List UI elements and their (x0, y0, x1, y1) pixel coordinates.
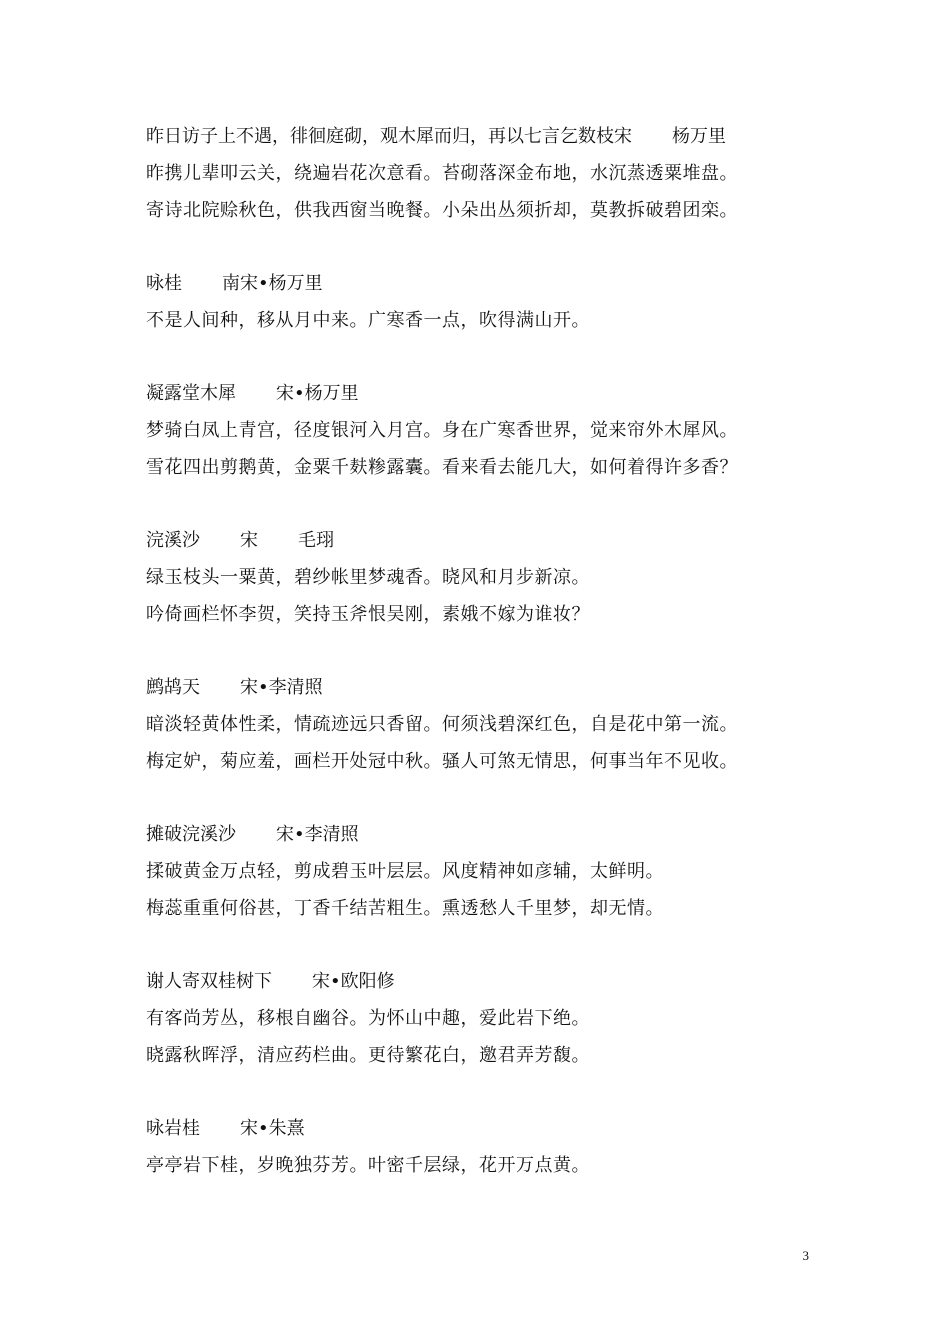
poem (146, 375, 866, 486)
poem-author: 毛珝 (298, 530, 334, 551)
poem-line: 不是人间种，移从月中来。广寒香一点，吹得满山开。 (146, 310, 590, 331)
poem-heading (146, 1110, 866, 1147)
poem-title: 谢人寄双桂树下 (146, 971, 272, 992)
poem (146, 963, 866, 1074)
poem-collection (146, 118, 866, 1220)
poem-heading (146, 816, 866, 853)
poem-title: 摊破浣溪沙 (146, 824, 236, 845)
poem-line: 亭亭岩下桂，岁晚独芬芳。叶密千层绿，花开万点黄。 (146, 1155, 590, 1176)
poem-author: 宋•朱熹 (240, 1118, 305, 1139)
poem (146, 522, 866, 633)
poem-heading (146, 118, 866, 155)
poem-heading (146, 375, 866, 412)
poem-heading (146, 669, 866, 706)
poem-heading (146, 963, 866, 1000)
poem (146, 1110, 866, 1184)
poem-author: 宋•李清照 (240, 677, 323, 698)
poem-line: 有客尚芳丛，移根自幽谷。为怀山中趣，爱此岩下绝。 (146, 1008, 590, 1029)
poem-line: 梦骑白凤上青宫，径度银河入月宫。身在广寒香世界，觉来帘外木犀风。 (146, 420, 738, 441)
poem-line: 绿玉枝头一粟黄，碧纱帐里梦魂香。晓风和月步新凉。 (146, 567, 590, 588)
poem-title: 咏岩桂 (146, 1118, 200, 1139)
poem-line: 暗淡轻黄体性柔，情疏迹远只香留。何须浅碧深红色，自是花中第一流。 (146, 714, 738, 735)
poem-author: 杨万里 (672, 126, 726, 147)
poem-author: 宋•欧阳修 (312, 971, 395, 992)
poem-line: 昨携儿辈叩云关，绕遍岩花次意看。苔砌落深金布地，水沉蒸透粟堆盘。 (146, 163, 738, 184)
poem-line: 寄诗北院赊秋色，供我西窗当晚餐。小朵出丛须折却，莫教拆破碧团栾。 (146, 200, 738, 221)
poem (146, 265, 866, 339)
poem (146, 118, 866, 229)
poem-author: 宋•李清照 (276, 824, 359, 845)
poem-title: 鹧鸪天 (146, 677, 200, 698)
page-number: 3 (802, 1248, 809, 1263)
poem-title: 浣溪沙 (146, 530, 200, 551)
poem-title: 昨日访子上不遇，徘徊庭砌，观木犀而归，再以七言乞数枝宋 (146, 126, 632, 147)
poem-line: 晓露秋晖浮，清应药栏曲。更待繁花白，邀君弄芳馥。 (146, 1045, 590, 1066)
poem-dynasty: 宋 (240, 530, 258, 551)
poem-title: 咏桂 (146, 273, 182, 294)
poem-heading (146, 522, 866, 559)
poem-heading (146, 265, 866, 302)
poem-line: 梅蕊重重何俗甚，丁香千结苦粗生。熏透愁人千里梦，却无情。 (146, 898, 664, 919)
poem-title: 凝露堂木犀 (146, 383, 236, 404)
poem-line: 吟倚画栏怀李贺，笑持玉斧恨吴刚，素娥不嫁为谁妆？ (146, 604, 590, 625)
poem-line: 揉破黄金万点轻，剪成碧玉叶层层。风度精神如彦辅，太鲜明。 (146, 861, 664, 882)
poem (146, 669, 866, 780)
poem-author: 宋•杨万里 (276, 383, 359, 404)
poem-line: 雪花四出剪鹅黄，金粟千麸糁露囊。看来看去能几大，如何着得许多香？ (146, 457, 738, 478)
poem-line: 梅定妒，菊应羞，画栏开处冠中秋。骚人可煞无情思，何事当年不见收。 (146, 751, 738, 772)
poem (146, 816, 866, 927)
poem-author: 南宋•杨万里 (222, 273, 323, 294)
